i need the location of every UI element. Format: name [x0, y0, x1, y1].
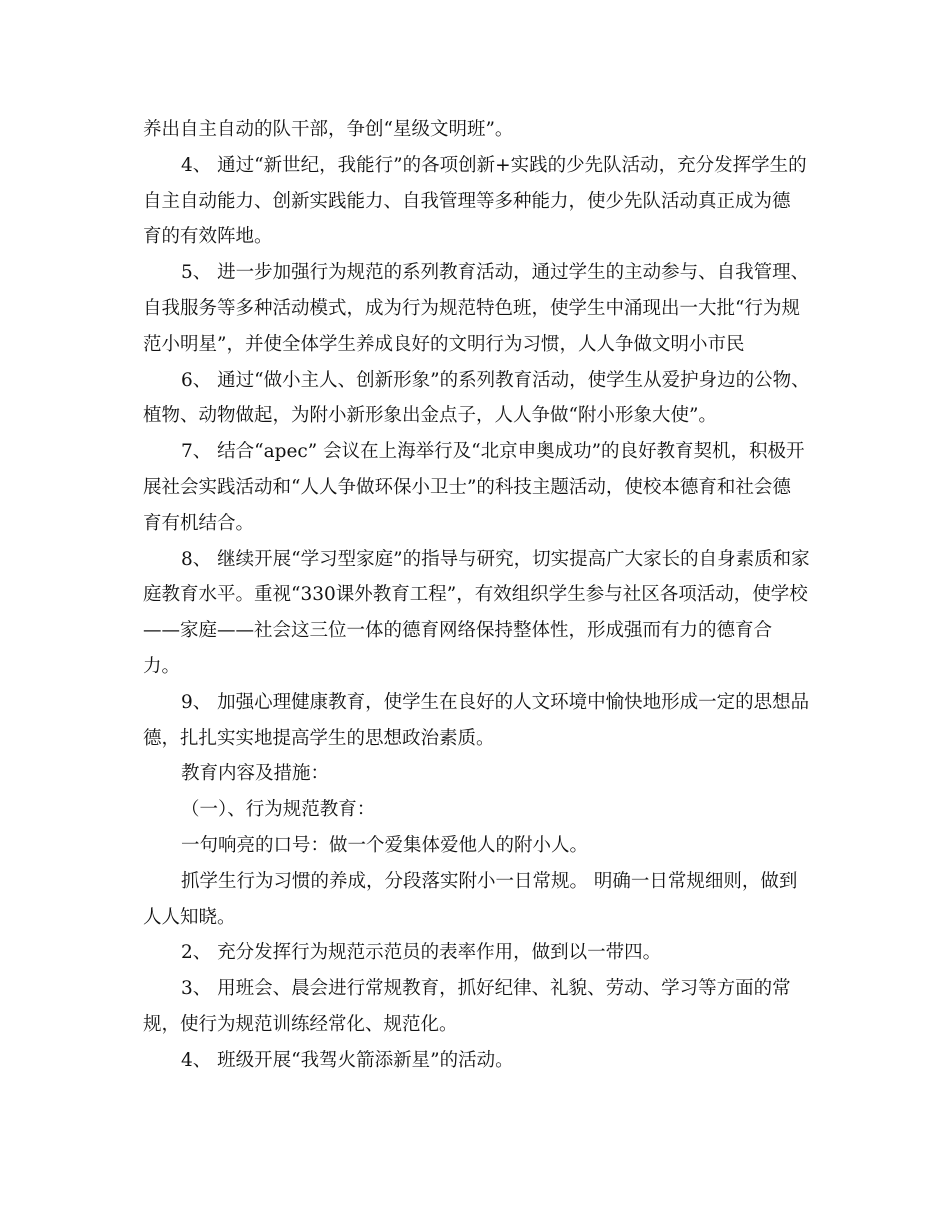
paragraph-p5	[143, 255, 813, 362]
text-line: 庭教育水平。重视“330课外教育工程”，有效组织学生参与社区各项活动，使学校	[143, 584, 808, 606]
text-line: 6、 通过“做小主人、创新形象”的系列教育活动，使学生从爱护身边的公物、	[181, 369, 810, 391]
text-line: 教育内容及措施：	[181, 763, 330, 785]
text-line: 规，使行为规范训练经常化、规范化。	[143, 1013, 458, 1035]
text-line: 3、 用班会、晨会进行常规教育，抓好纪律、礼貌、劳动、学习等方面的常	[181, 978, 791, 1000]
paragraph-p12	[143, 828, 813, 864]
paragraph-p8	[143, 542, 813, 685]
text-line: （一）、行为规范教育：	[181, 799, 376, 821]
paragraph-p0	[143, 112, 813, 148]
paragraph-p10	[143, 756, 813, 792]
text-line: 9、 加强心理健康教育，使学生在良好的人文环境中愉快地形成一定的思想品	[181, 691, 810, 713]
text-line: 7、 结合“apec” 会议在上海举行及“北京申奥成功”的良好教育契机，积极开	[181, 441, 805, 463]
text-line: 力。	[143, 655, 181, 677]
paragraph-p4	[143, 148, 813, 255]
text-line: 抓学生行为习惯的养成，分段落实附小一日常规。 明确一日常规细则，做到	[181, 870, 798, 892]
text-line: 育有机结合。	[143, 512, 255, 534]
text-line: 一句响亮的口号：做一个爱集体爱他人的附小人。	[181, 834, 589, 856]
text-line: 展社会实践活动和“人人争做环保小卫士”的科技主题活动，使校本德育和社会德	[143, 476, 791, 498]
text-line: 养出自主自动的队干部，争创“星级文明班”。	[143, 119, 514, 140]
paragraph-p7	[143, 434, 813, 541]
text-line: 4、 通过“新世纪，我能行”的各项创新+实践的少先队活动，充分发挥学生的	[181, 154, 807, 176]
paragraph-p13	[143, 864, 813, 936]
text-line: 自我服务等多种活动模式，成为行为规范特色班，使学生中涌现出一大批“行为规	[143, 297, 800, 319]
paragraph-p16	[143, 1043, 813, 1079]
paragraph-p15	[143, 971, 813, 1043]
text-line: 5、 进一步加强行为规范的系列教育活动，通过学生的主动参与、自我管理、	[181, 262, 810, 284]
text-line: 育的有效阵地。	[143, 226, 273, 248]
paragraph-p9	[143, 685, 813, 757]
text-line: 植物、动物做起，为附小新形象出金点子，人人争做“附小形象大使”。	[143, 405, 717, 427]
text-line: 4、 班级开展“我驾火箭添新星”的活动。	[181, 1049, 514, 1071]
paragraph-p11	[143, 792, 813, 828]
paragraph-p6	[143, 363, 813, 435]
text-line: 德，扎扎实实地提高学生的思想政治素质。	[143, 727, 495, 749]
text-line: 人人知晓。	[143, 906, 236, 928]
text-line: 2、 充分发挥行为规范示范员的表率作用，做到以一带四。	[181, 942, 662, 964]
text-line: ——家庭——社会这三位一体的德育网络保持整体性，形成强而有力的德育合	[143, 620, 773, 642]
text-line: 8、 继续开展“学习型家庭”的指导与研究，切实提高广大家长的自身素质和家	[181, 548, 810, 570]
text-line: 范小明星”，并使全体学生养成良好的文明行为习惯，人人争做文明小市民	[143, 333, 745, 355]
document-body	[143, 112, 813, 1079]
paragraph-p14	[143, 935, 813, 971]
text-line: 自主自动能力、创新实践能力、自我管理等多种能力，使少先队活动真正成为德	[143, 190, 791, 212]
